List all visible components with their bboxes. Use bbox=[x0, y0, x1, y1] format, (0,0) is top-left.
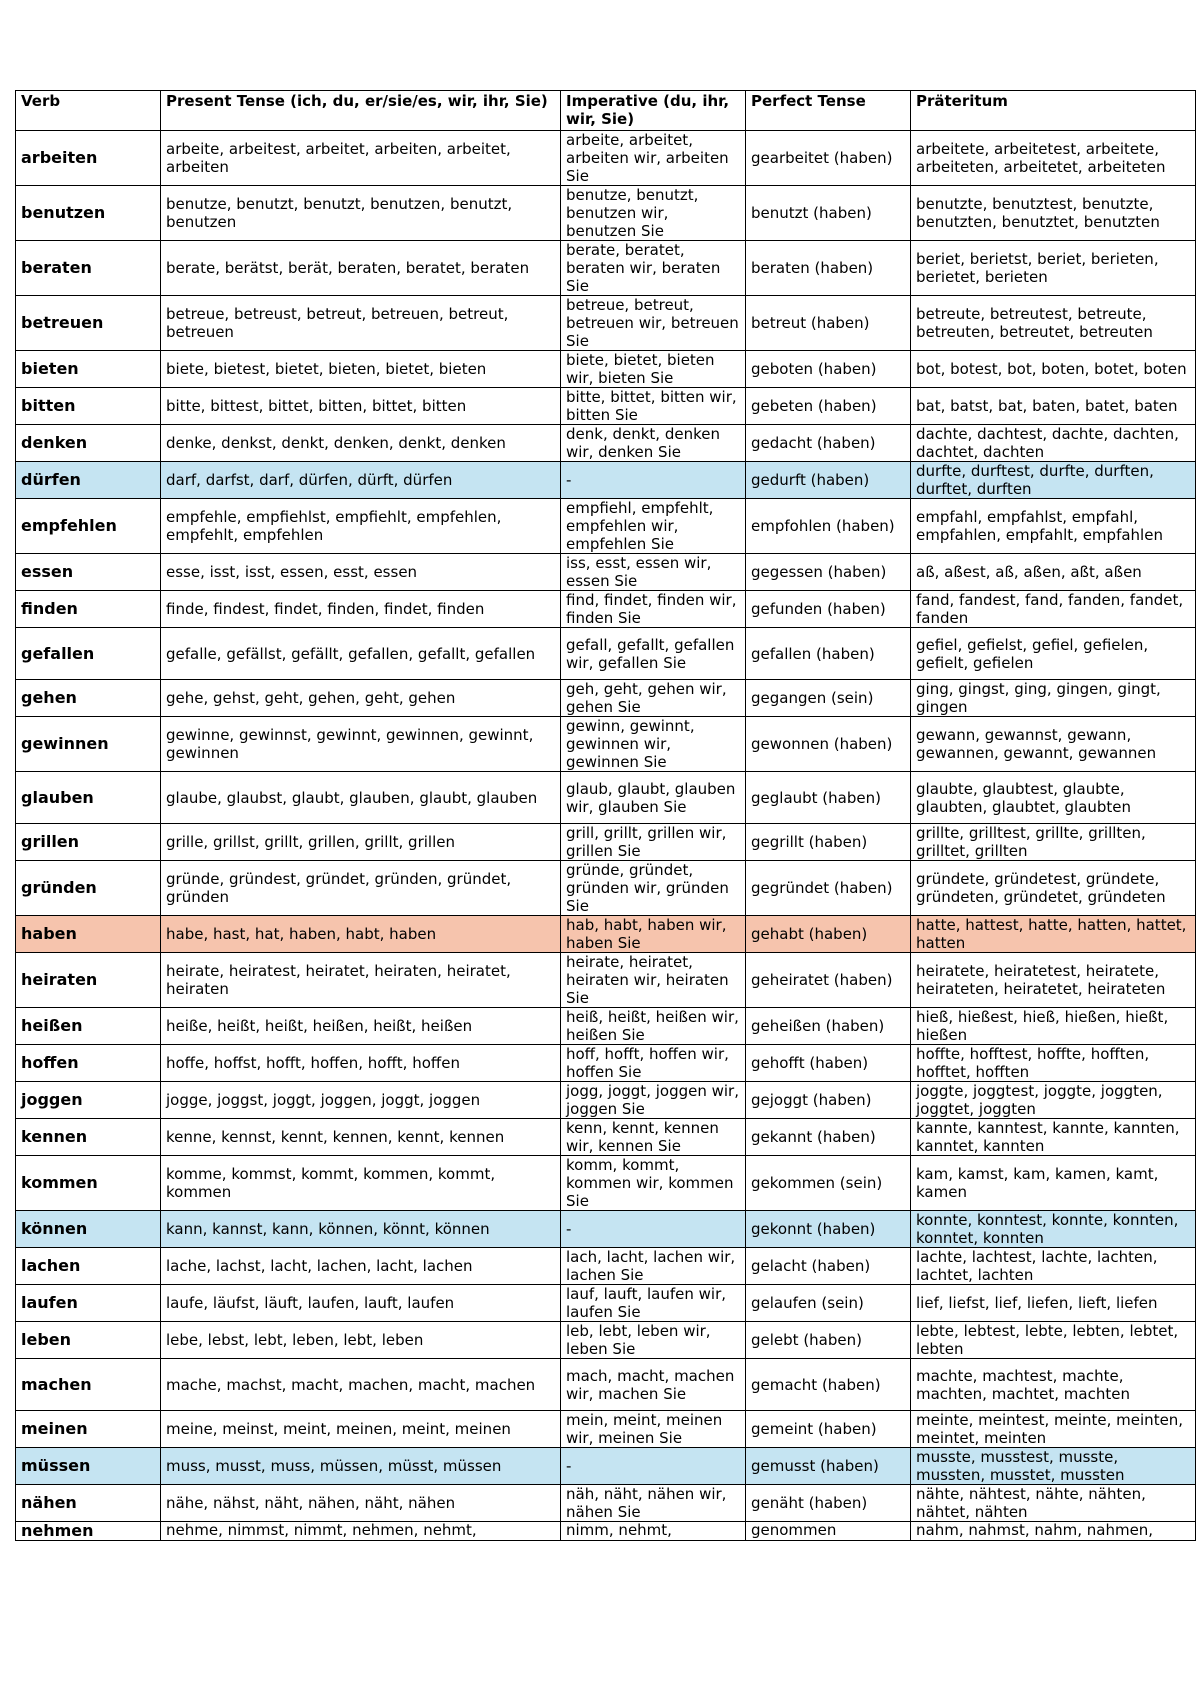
verb-cell: betreuen bbox=[16, 296, 161, 351]
praeteritum-cell: nähte, nähtest, nähte, nähten, nähtet, nähten bbox=[911, 1485, 1196, 1522]
praeteritum-cell: arbeitete, arbeitetest, arbeitete, arbeiteten, arbeitetet, arbeiteten bbox=[911, 131, 1196, 186]
verb-cell: gewinnen bbox=[16, 717, 161, 772]
verb-cell: nähen bbox=[16, 1485, 161, 1522]
praeteritum-cell: benutzte, benutztest, benutzte, benutzten, benutztet, benutzten bbox=[911, 186, 1196, 241]
perfect-tense-cell: gekannt (haben) bbox=[746, 1119, 911, 1156]
verb-cell: denken bbox=[16, 425, 161, 462]
table-row bbox=[16, 1008, 1196, 1045]
present-tense-cell: gründe, gründest, gründet, gründen, gründet, gründen bbox=[161, 861, 561, 916]
praeteritum-cell: hieß, hießest, hieß, hießen, hießt, hießen bbox=[911, 1008, 1196, 1045]
imperative-cell: mein, meint, meinen wir, meinen Sie bbox=[561, 1411, 746, 1448]
verb-cell: bitten bbox=[16, 388, 161, 425]
imperative-cell: heiß, heißt, heißen wir, heißen Sie bbox=[561, 1008, 746, 1045]
present-tense-cell: esse, isst, isst, essen, esst, essen bbox=[161, 554, 561, 591]
praeteritum-cell: lachte, lachtest, lachte, lachten, lachtet, lachten bbox=[911, 1248, 1196, 1285]
praeteritum-cell: kam, kamst, kam, kamen, kamt, kamen bbox=[911, 1156, 1196, 1211]
praeteritum-cell: aß, aßest, aß, aßen, aßt, aßen bbox=[911, 554, 1196, 591]
present-tense-cell: mache, machst, macht, machen, macht, machen bbox=[161, 1359, 561, 1411]
praeteritum-cell: gefiel, gefielst, gefiel, gefielen, gefielt, gefielen bbox=[911, 628, 1196, 680]
perfect-tense-cell: gegründet (haben) bbox=[746, 861, 911, 916]
imperative-cell: gefall, gefallt, gefallen wir, gefallen Sie bbox=[561, 628, 746, 680]
praeteritum-cell: beriet, berietst, beriet, berieten, berietet, berieten bbox=[911, 241, 1196, 296]
imperative-cell: berate, beratet, beraten wir, beraten Sie bbox=[561, 241, 746, 296]
present-tense-cell: denke, denkst, denkt, denken, denkt, denken bbox=[161, 425, 561, 462]
praeteritum-cell: grillte, grilltest, grillte, grillten, grilltet, grillten bbox=[911, 824, 1196, 861]
verb-cell: kommen bbox=[16, 1156, 161, 1211]
imperative-cell: mach, macht, machen wir, machen Sie bbox=[561, 1359, 746, 1411]
perfect-tense-cell: gekommen (sein) bbox=[746, 1156, 911, 1211]
perfect-tense-cell: genäht (haben) bbox=[746, 1485, 911, 1522]
perfect-tense-cell: gearbeitet (haben) bbox=[746, 131, 911, 186]
header-imperative: Imperative (du, ihr, wir, Sie) bbox=[561, 91, 746, 131]
praeteritum-cell: heiratete, heiratetest, heiratete, heirateten, heiratetet, heirateten bbox=[911, 953, 1196, 1008]
perfect-tense-cell: gelacht (haben) bbox=[746, 1248, 911, 1285]
imperative-cell: leb, lebt, leben wir, leben Sie bbox=[561, 1322, 746, 1359]
table-row bbox=[16, 1522, 1196, 1541]
perfect-tense-cell: geheiratet (haben) bbox=[746, 953, 911, 1008]
imperative-cell: lach, lacht, lachen wir, lachen Sie bbox=[561, 1248, 746, 1285]
verb-cell: bieten bbox=[16, 351, 161, 388]
table-row bbox=[16, 462, 1196, 499]
present-tense-cell: grille, grillst, grillt, grillen, grillt, grillen bbox=[161, 824, 561, 861]
verb-cell: joggen bbox=[16, 1082, 161, 1119]
table-row bbox=[16, 241, 1196, 296]
perfect-tense-cell: gekonnt (haben) bbox=[746, 1211, 911, 1248]
verb-cell: müssen bbox=[16, 1448, 161, 1485]
header-verb: Verb bbox=[16, 91, 161, 131]
verb-cell: machen bbox=[16, 1359, 161, 1411]
verb-conjugation-table bbox=[15, 90, 1196, 1541]
imperative-cell: benutze, benutzt, benutzen wir, benutzen Sie bbox=[561, 186, 746, 241]
present-tense-cell: bitte, bittest, bittet, bitten, bittet, bitten bbox=[161, 388, 561, 425]
table-row bbox=[16, 186, 1196, 241]
praeteritum-cell: konnte, konntest, konnte, konnten, konntet, konnten bbox=[911, 1211, 1196, 1248]
present-tense-cell: gefalle, gefällst, gefällt, gefallen, gefallt, gefallen bbox=[161, 628, 561, 680]
perfect-tense-cell: gehabt (haben) bbox=[746, 916, 911, 953]
verb-cell: gefallen bbox=[16, 628, 161, 680]
table-row bbox=[16, 296, 1196, 351]
imperative-cell: jogg, joggt, joggen wir, joggen Sie bbox=[561, 1082, 746, 1119]
imperative-cell: nimm, nehmt, bbox=[561, 1522, 746, 1541]
table-row bbox=[16, 772, 1196, 824]
imperative-cell: gründe, gründet, gründen wir, gründen Sie bbox=[561, 861, 746, 916]
perfect-tense-cell: betreut (haben) bbox=[746, 296, 911, 351]
table-row bbox=[16, 425, 1196, 462]
imperative-cell: heirate, heiratet, heiraten wir, heiraten Sie bbox=[561, 953, 746, 1008]
imperative-cell: grill, grillt, grillen wir, grillen Sie bbox=[561, 824, 746, 861]
verb-cell: hoffen bbox=[16, 1045, 161, 1082]
table-row bbox=[16, 499, 1196, 554]
present-tense-cell: finde, findest, findet, finden, findet, finden bbox=[161, 591, 561, 628]
praeteritum-cell: betreute, betreutest, betreute, betreuten, betreutet, betreuten bbox=[911, 296, 1196, 351]
perfect-tense-cell: geboten (haben) bbox=[746, 351, 911, 388]
praeteritum-cell: lebte, lebtest, lebte, lebten, lebtet, lebten bbox=[911, 1322, 1196, 1359]
verb-cell: meinen bbox=[16, 1411, 161, 1448]
praeteritum-cell: glaubte, glaubtest, glaubte, glaubten, glaubtet, glaubten bbox=[911, 772, 1196, 824]
perfect-tense-cell: gelaufen (sein) bbox=[746, 1285, 911, 1322]
perfect-tense-cell: geheißen (haben) bbox=[746, 1008, 911, 1045]
present-tense-cell: laufe, läufst, läuft, laufen, lauft, laufen bbox=[161, 1285, 561, 1322]
table-row bbox=[16, 1156, 1196, 1211]
present-tense-cell: heiße, heißt, heißt, heißen, heißt, heißen bbox=[161, 1008, 561, 1045]
praeteritum-cell: lief, liefst, lief, liefen, lieft, liefen bbox=[911, 1285, 1196, 1322]
perfect-tense-cell: genommen bbox=[746, 1522, 911, 1541]
table-row bbox=[16, 628, 1196, 680]
verb-cell: heißen bbox=[16, 1008, 161, 1045]
perfect-tense-cell: gemeint (haben) bbox=[746, 1411, 911, 1448]
table-row bbox=[16, 131, 1196, 186]
verb-cell: finden bbox=[16, 591, 161, 628]
imperative-cell: komm, kommt, kommen wir, kommen Sie bbox=[561, 1156, 746, 1211]
imperative-cell: - bbox=[561, 1448, 746, 1485]
present-tense-cell: kann, kannst, kann, können, könnt, können bbox=[161, 1211, 561, 1248]
present-tense-cell: arbeite, arbeitest, arbeitet, arbeiten, arbeitet, arbeiten bbox=[161, 131, 561, 186]
verb-cell: gründen bbox=[16, 861, 161, 916]
perfect-tense-cell: gelebt (haben) bbox=[746, 1322, 911, 1359]
praeteritum-cell: gründete, gründetest, gründete, gründeten, gründetet, gründeten bbox=[911, 861, 1196, 916]
table-row bbox=[16, 1359, 1196, 1411]
imperative-cell: geh, geht, gehen wir, gehen Sie bbox=[561, 680, 746, 717]
present-tense-cell: habe, hast, hat, haben, habt, haben bbox=[161, 916, 561, 953]
praeteritum-cell: bot, botest, bot, boten, botet, boten bbox=[911, 351, 1196, 388]
verb-cell: lachen bbox=[16, 1248, 161, 1285]
present-tense-cell: darf, darfst, darf, dürfen, dürft, dürfen bbox=[161, 462, 561, 499]
praeteritum-cell: machte, machtest, machte, machten, machtet, machten bbox=[911, 1359, 1196, 1411]
present-tense-cell: lebe, lebst, lebt, leben, lebt, leben bbox=[161, 1322, 561, 1359]
praeteritum-cell: musste, musstest, musste, mussten, musstet, mussten bbox=[911, 1448, 1196, 1485]
perfect-tense-cell: empfohlen (haben) bbox=[746, 499, 911, 554]
perfect-tense-cell: geglaubt (haben) bbox=[746, 772, 911, 824]
header-praeteritum: Präteritum bbox=[911, 91, 1196, 131]
imperative-cell: find, findet, finden wir, finden Sie bbox=[561, 591, 746, 628]
imperative-cell: - bbox=[561, 1211, 746, 1248]
praeteritum-cell: empfahl, empfahlst, empfahl, empfahlen, empfahlt, empfahlen bbox=[911, 499, 1196, 554]
present-tense-cell: kenne, kennst, kennt, kennen, kennt, kennen bbox=[161, 1119, 561, 1156]
table-row bbox=[16, 953, 1196, 1008]
table-row bbox=[16, 351, 1196, 388]
verb-cell: haben bbox=[16, 916, 161, 953]
praeteritum-cell: hoffte, hofftest, hoffte, hofften, hofftet, hofften bbox=[911, 1045, 1196, 1082]
praeteritum-cell: meinte, meintest, meinte, meinten, meintet, meinten bbox=[911, 1411, 1196, 1448]
perfect-tense-cell: gedacht (haben) bbox=[746, 425, 911, 462]
present-tense-cell: heirate, heiratest, heiratet, heiraten, heiratet, heiraten bbox=[161, 953, 561, 1008]
imperative-cell: hoff, hofft, hoffen wir, hoffen Sie bbox=[561, 1045, 746, 1082]
present-tense-cell: benutze, benutzt, benutzt, benutzen, benutzt, benutzen bbox=[161, 186, 561, 241]
perfect-tense-cell: gefallen (haben) bbox=[746, 628, 911, 680]
imperative-cell: hab, habt, haben wir, haben Sie bbox=[561, 916, 746, 953]
present-tense-cell: glaube, glaubst, glaubt, glauben, glaubt, glauben bbox=[161, 772, 561, 824]
present-tense-cell: berate, berätst, berät, beraten, beratet, beraten bbox=[161, 241, 561, 296]
praeteritum-cell: nahm, nahmst, nahm, nahmen, bbox=[911, 1522, 1196, 1541]
header-present-tense: Present Tense (ich, du, er/sie/es, wir, ihr, Sie) bbox=[161, 91, 561, 131]
perfect-tense-cell: beraten (haben) bbox=[746, 241, 911, 296]
present-tense-cell: jogge, joggst, joggt, joggen, joggt, joggen bbox=[161, 1082, 561, 1119]
verb-cell: leben bbox=[16, 1322, 161, 1359]
header-perfect-tense: Perfect Tense bbox=[746, 91, 911, 131]
imperative-cell: - bbox=[561, 462, 746, 499]
verb-cell: kennen bbox=[16, 1119, 161, 1156]
imperative-cell: kenn, kennt, kennen wir, kennen Sie bbox=[561, 1119, 746, 1156]
perfect-tense-cell: gejoggt (haben) bbox=[746, 1082, 911, 1119]
perfect-tense-cell: gehofft (haben) bbox=[746, 1045, 911, 1082]
present-tense-cell: komme, kommst, kommt, kommen, kommt, kommen bbox=[161, 1156, 561, 1211]
table-row bbox=[16, 1285, 1196, 1322]
praeteritum-cell: joggte, joggtest, joggte, joggten, joggtet, joggten bbox=[911, 1082, 1196, 1119]
table-row bbox=[16, 916, 1196, 953]
verb-cell: empfehlen bbox=[16, 499, 161, 554]
praeteritum-cell: ging, gingst, ging, gingen, gingt, gingen bbox=[911, 680, 1196, 717]
imperative-cell: empfiehl, empfehlt, empfehlen wir, empfehlen Sie bbox=[561, 499, 746, 554]
verb-cell: grillen bbox=[16, 824, 161, 861]
perfect-tense-cell: gewonnen (haben) bbox=[746, 717, 911, 772]
present-tense-cell: empfehle, empfiehlst, empfiehlt, empfehlen, empfehlt, empfehlen bbox=[161, 499, 561, 554]
perfect-tense-cell: gebeten (haben) bbox=[746, 388, 911, 425]
table-row bbox=[16, 717, 1196, 772]
praeteritum-cell: hatte, hattest, hatte, hatten, hattet, hatten bbox=[911, 916, 1196, 953]
imperative-cell: näh, näht, nähen wir, nähen Sie bbox=[561, 1485, 746, 1522]
table-row bbox=[16, 680, 1196, 717]
perfect-tense-cell: gemusst (haben) bbox=[746, 1448, 911, 1485]
table-row bbox=[16, 861, 1196, 916]
praeteritum-cell: bat, batst, bat, baten, batet, baten bbox=[911, 388, 1196, 425]
header-row bbox=[16, 91, 1196, 131]
praeteritum-cell: dachte, dachtest, dachte, dachten, dachtet, dachten bbox=[911, 425, 1196, 462]
verb-cell: heiraten bbox=[16, 953, 161, 1008]
imperative-cell: iss, esst, essen wir, essen Sie bbox=[561, 554, 746, 591]
imperative-cell: lauf, lauft, laufen wir, laufen Sie bbox=[561, 1285, 746, 1322]
present-tense-cell: biete, bietest, bietet, bieten, bietet, bieten bbox=[161, 351, 561, 388]
praeteritum-cell: kannte, kanntest, kannte, kannten, kanntet, kannten bbox=[911, 1119, 1196, 1156]
verb-cell: arbeiten bbox=[16, 131, 161, 186]
table-row bbox=[16, 1082, 1196, 1119]
praeteritum-cell: fand, fandest, fand, fanden, fandet, fanden bbox=[911, 591, 1196, 628]
imperative-cell: bitte, bittet, bitten wir, bitten Sie bbox=[561, 388, 746, 425]
present-tense-cell: nehme, nimmst, nimmt, nehmen, nehmt, bbox=[161, 1522, 561, 1541]
table-row bbox=[16, 388, 1196, 425]
present-tense-cell: gehe, gehst, geht, gehen, geht, gehen bbox=[161, 680, 561, 717]
table-row bbox=[16, 1211, 1196, 1248]
perfect-tense-cell: gegessen (haben) bbox=[746, 554, 911, 591]
table-row bbox=[16, 1411, 1196, 1448]
imperative-cell: glaub, glaubt, glauben wir, glauben Sie bbox=[561, 772, 746, 824]
praeteritum-cell: durfte, durftest, durfte, durften, durftet, durften bbox=[911, 462, 1196, 499]
praeteritum-cell: gewann, gewannst, gewann, gewannen, gewannt, gewannen bbox=[911, 717, 1196, 772]
perfect-tense-cell: gegrillt (haben) bbox=[746, 824, 911, 861]
present-tense-cell: betreue, betreust, betreut, betreuen, betreut, betreuen bbox=[161, 296, 561, 351]
perfect-tense-cell: gemacht (haben) bbox=[746, 1359, 911, 1411]
imperative-cell: gewinn, gewinnt, gewinnen wir, gewinnen Sie bbox=[561, 717, 746, 772]
perfect-tense-cell: gedurft (haben) bbox=[746, 462, 911, 499]
table-row bbox=[16, 1485, 1196, 1522]
imperative-cell: betreue, betreut, betreuen wir, betreuen Sie bbox=[561, 296, 746, 351]
verb-cell: glauben bbox=[16, 772, 161, 824]
perfect-tense-cell: gefunden (haben) bbox=[746, 591, 911, 628]
imperative-cell: biete, bietet, bieten wir, bieten Sie bbox=[561, 351, 746, 388]
present-tense-cell: meine, meinst, meint, meinen, meint, meinen bbox=[161, 1411, 561, 1448]
perfect-tense-cell: gegangen (sein) bbox=[746, 680, 911, 717]
imperative-cell: denk, denkt, denken wir, denken Sie bbox=[561, 425, 746, 462]
verb-cell: laufen bbox=[16, 1285, 161, 1322]
verb-cell: können bbox=[16, 1211, 161, 1248]
table-row bbox=[16, 1119, 1196, 1156]
verb-cell: essen bbox=[16, 554, 161, 591]
table-row bbox=[16, 554, 1196, 591]
verb-cell: dürfen bbox=[16, 462, 161, 499]
imperative-cell: arbeite, arbeitet, arbeiten wir, arbeiten Sie bbox=[561, 131, 746, 186]
table-row bbox=[16, 1248, 1196, 1285]
present-tense-cell: muss, musst, muss, müssen, müsst, müssen bbox=[161, 1448, 561, 1485]
table-row bbox=[16, 1045, 1196, 1082]
table-row bbox=[16, 824, 1196, 861]
present-tense-cell: gewinne, gewinnst, gewinnt, gewinnen, gewinnt, gewinnen bbox=[161, 717, 561, 772]
present-tense-cell: hoffe, hoffst, hofft, hoffen, hofft, hoffen bbox=[161, 1045, 561, 1082]
verb-cell: benutzen bbox=[16, 186, 161, 241]
perfect-tense-cell: benutzt (haben) bbox=[746, 186, 911, 241]
present-tense-cell: lache, lachst, lacht, lachen, lacht, lachen bbox=[161, 1248, 561, 1285]
table-row bbox=[16, 591, 1196, 628]
table-row bbox=[16, 1322, 1196, 1359]
verb-cell: nehmen bbox=[16, 1522, 161, 1541]
present-tense-cell: nähe, nähst, näht, nähen, näht, nähen bbox=[161, 1485, 561, 1522]
table-row bbox=[16, 1448, 1196, 1485]
verb-cell: gehen bbox=[16, 680, 161, 717]
verb-cell: beraten bbox=[16, 241, 161, 296]
